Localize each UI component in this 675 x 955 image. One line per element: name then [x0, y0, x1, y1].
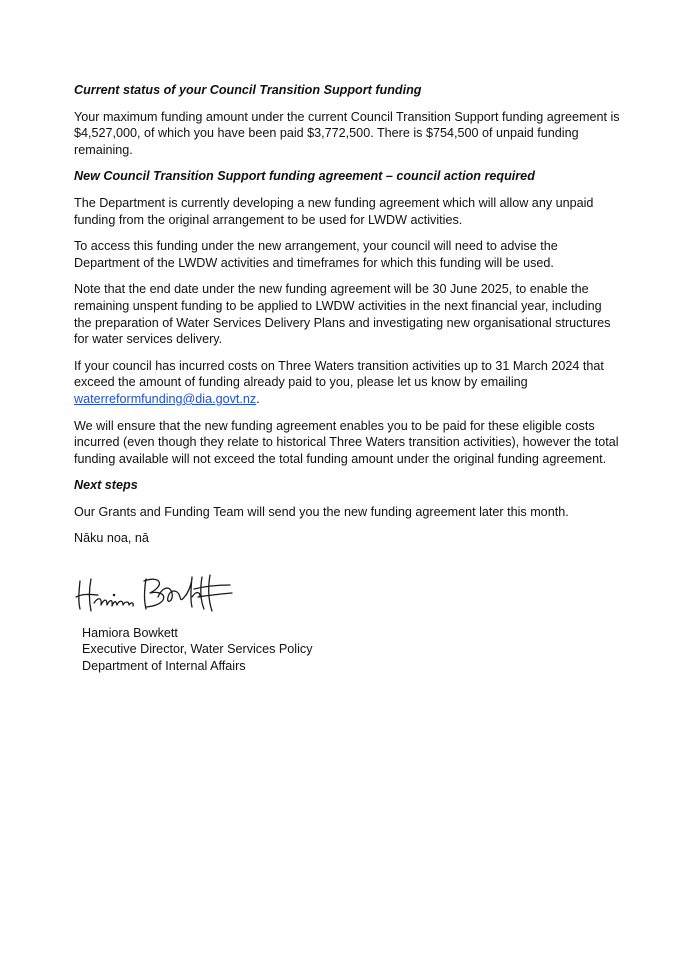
signer-block [82, 625, 622, 674]
email-link[interactable]: waterreformfunding@dia.govt.nz [74, 391, 257, 406]
next-steps-paragraph: Our Grants and Funding Team will send you the new funding agreement later this month. [74, 504, 569, 519]
department-paragraph: The Department is currently developing a new funding agreement which will allow any unpaid funding from the original arrangement to be used for LWDW activities. [74, 195, 594, 227]
end-date-paragraph: Note that the end date under the new funding agreement will be 30 June 2025, to enable the remaining unspent funding to be applied to LWDW activities in the next financial year, including the preparation of Water Services Delivery Plans and investigating new organisational structures for water services delivery. [74, 282, 611, 347]
letter-body [74, 82, 622, 674]
costs-text: If your council has incurred costs on Three Waters transition activities up to 31 March 2024 that exceed the amount of funding already paid to you, please let us know by emailing [74, 358, 604, 390]
signer-title: Executive Director, Water Services Policy [82, 642, 313, 657]
access-paragraph: To access this funding under the new arrangement, your council will need to advise the Department of the LWDW activities and timeframes for which this funding will be used. [74, 239, 558, 270]
signer-organisation: Department of Internal Affairs [82, 658, 246, 673]
signer-name: Hamiora Bowkett [82, 626, 178, 641]
signoff: Nāku noa, nā [74, 531, 149, 546]
costs-paragraph [74, 358, 622, 408]
new-agreement-heading: New Council Transition Support funding agreement – council action required [74, 169, 535, 184]
funding-status-heading: Current status of your Council Transition Support funding [74, 83, 422, 97]
ensure-paragraph: We will ensure that the new funding agreement enables you to be paid for these eligible costs incurred (even though they relate to historical Three Waters transition activities), however the total funding available will not exceed the total funding amount under the original funding agreement. [74, 418, 619, 466]
costs-text-end: . [256, 391, 260, 406]
next-steps-heading: Next steps [74, 478, 138, 493]
signature-drawing [74, 567, 244, 619]
funding-status-paragraph: Your maximum funding amount under the current Council Transition Support funding agreement is $4,527,000, of which you have been paid $3,772,500. There is $754,500 of unpaid funding remaining. [74, 109, 620, 157]
handwritten-signature-icon [74, 567, 622, 619]
